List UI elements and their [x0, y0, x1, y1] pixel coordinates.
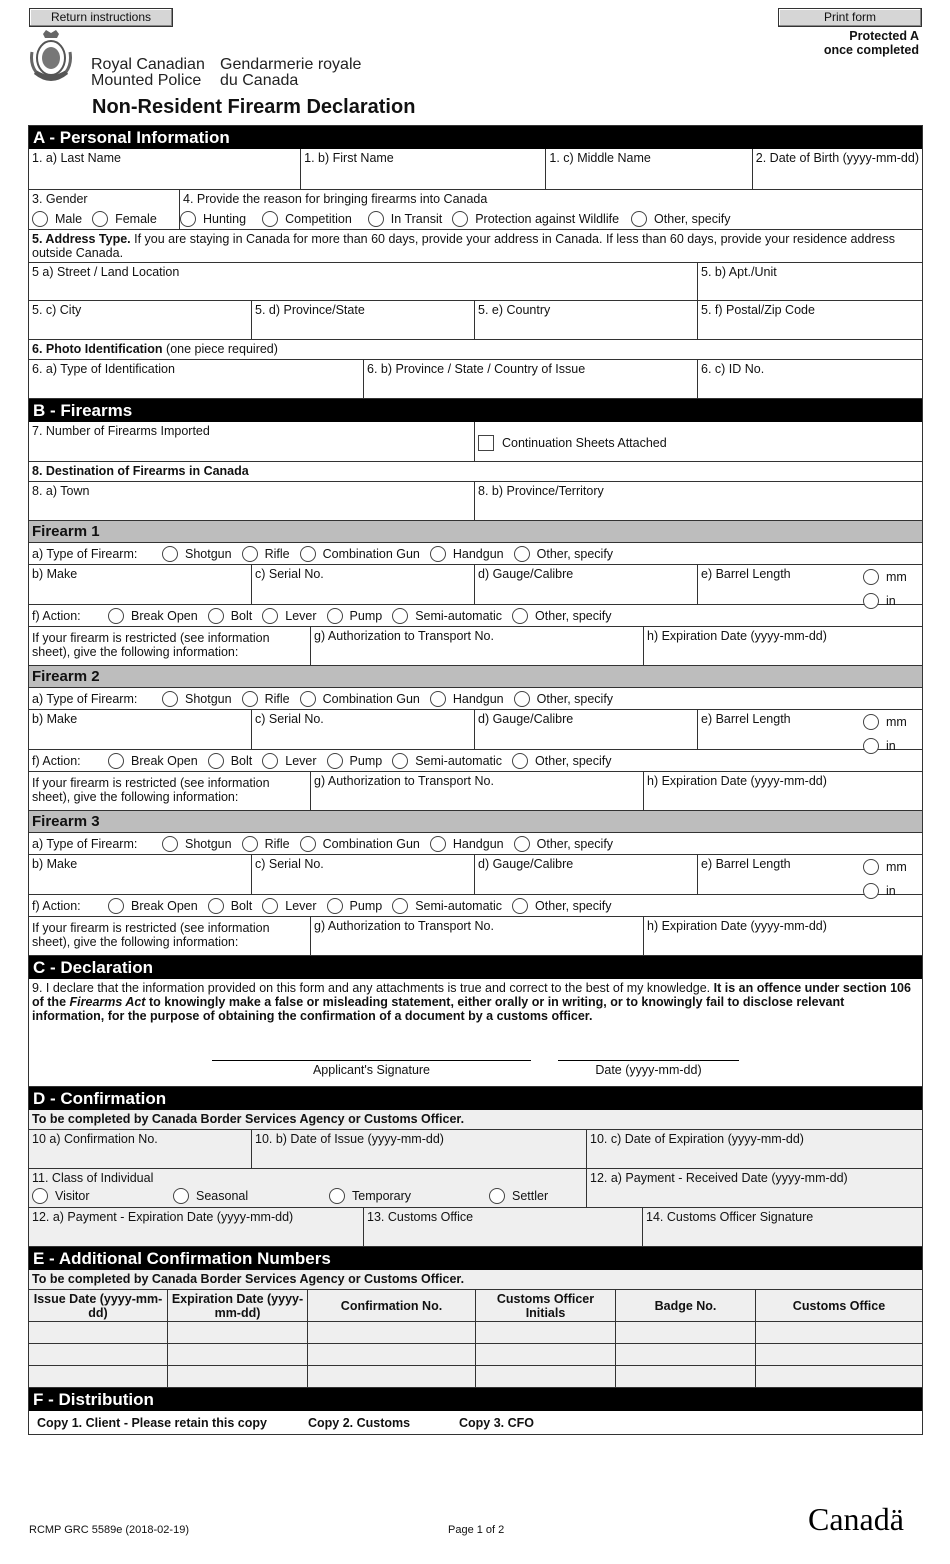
action-label: f) Action:: [32, 753, 81, 768]
table-cell[interactable]: [476, 1366, 616, 1387]
page-number: Page 1 of 2: [448, 1524, 505, 1536]
serial-field[interactable]: c) Serial No.: [252, 855, 475, 894]
gauge-field[interactable]: d) Gauge/Calibre: [475, 565, 698, 604]
table-cell[interactable]: [616, 1322, 756, 1343]
barrel-in-radio[interactable]: in: [863, 736, 896, 756]
date-of-birth-field[interactable]: 2. Date of Birth (yyyy-mm-dd): [755, 151, 919, 165]
type-shotgun-radio[interactable]: Shotgun: [162, 546, 232, 562]
type-handgun-radio[interactable]: Handgun: [430, 691, 504, 707]
class-seasonal-radio[interactable]: Seasonal: [173, 1188, 319, 1204]
authorization-field[interactable]: g) Authorization to Transport No.: [311, 627, 644, 665]
customs-officer-signature-field[interactable]: 14. Customs Officer Signature: [646, 1210, 814, 1224]
table-cell[interactable]: [308, 1322, 476, 1343]
type-combination-radio[interactable]: Combination Gun: [300, 836, 420, 852]
table-cell[interactable]: [616, 1344, 756, 1365]
reason-hunting-radio[interactable]: Hunting: [180, 211, 246, 227]
make-field[interactable]: b) Make: [29, 565, 252, 604]
apt-unit-field[interactable]: 5. b) Apt./Unit: [701, 265, 777, 279]
agency-name-fr: Gendarmerie royale du Canada: [220, 56, 362, 89]
destination-label: 8. Destination of Firearms in Canada: [29, 462, 922, 482]
street-field[interactable]: 5 a) Street / Land Location: [29, 263, 698, 300]
serial-field[interactable]: c) Serial No.: [252, 565, 475, 604]
firearm-3-header: Firearm 3: [29, 811, 922, 833]
reason-in-transit-radio[interactable]: In Transit: [368, 211, 442, 227]
action-pump-radio[interactable]: Pump: [327, 898, 383, 914]
province-state-field[interactable]: 5. d) Province/State: [252, 301, 475, 339]
class-settler-radio[interactable]: Settler: [489, 1188, 548, 1204]
table-cell[interactable]: [756, 1344, 922, 1365]
expiration-date-field[interactable]: h) Expiration Date (yyyy-mm-dd): [647, 629, 827, 643]
gender-female-radio[interactable]: Female: [92, 211, 157, 227]
section-b-header: B - Firearms: [29, 399, 922, 422]
action-lever-radio[interactable]: Lever: [262, 608, 316, 624]
gauge-field[interactable]: d) Gauge/Calibre: [475, 710, 698, 749]
restricted-note: If your firearm is restricted (see information sheet), give the following information:: [29, 772, 311, 810]
action-label: f) Action:: [32, 608, 81, 623]
make-field[interactable]: b) Make: [29, 855, 252, 894]
form-code: RCMP GRC 5589e (2018-02-19): [29, 1524, 189, 1536]
action-pump-radio[interactable]: Pump: [327, 753, 383, 769]
date-of-expiration-field[interactable]: 10. c) Date of Expiration (yyyy-mm-dd): [590, 1132, 804, 1146]
section-f-header: F - Distribution: [29, 1388, 922, 1411]
type-other-radio[interactable]: Other, specify: [514, 546, 613, 562]
barrel-length-field[interactable]: e) Barrel Length mm in: [698, 710, 922, 749]
declaration-date-line[interactable]: Date (yyyy-mm-dd): [558, 1060, 739, 1077]
action-break-open-radio[interactable]: Break Open: [108, 753, 198, 769]
section-e-header: E - Additional Confirmation Numbers: [29, 1247, 922, 1270]
middle-name-field[interactable]: 1. c) Middle Name: [546, 149, 752, 189]
table-cell[interactable]: [168, 1366, 308, 1387]
authorization-field[interactable]: g) Authorization to Transport No.: [311, 917, 644, 955]
canada-wordmark: Canadä: [808, 1501, 904, 1537]
first-name-field[interactable]: 1. b) First Name: [301, 149, 546, 189]
table-cell[interactable]: [308, 1344, 476, 1365]
barrel-length-field[interactable]: e) Barrel Length mm in: [698, 565, 922, 604]
col-customs-office: Customs Office: [792, 1298, 886, 1313]
class-of-individual-group: 11. Class of Individual Visitor Seasonal Temporary Settler: [29, 1169, 587, 1207]
return-instructions-button[interactable]: Return instructions: [29, 8, 173, 27]
firearm-2-header: Firearm 2: [29, 666, 922, 688]
table-row: [29, 1322, 922, 1344]
postal-code-field[interactable]: 5. f) Postal/Zip Code: [701, 303, 815, 317]
reason-competition-radio[interactable]: Competition: [262, 211, 352, 227]
col-issue-date: Issue Date (yyyy-mm-dd): [29, 1290, 168, 1321]
last-name-field[interactable]: 1. a) Last Name: [29, 149, 301, 189]
table-cell[interactable]: [756, 1322, 922, 1343]
num-firearms-field[interactable]: 7. Number of Firearms Imported: [29, 422, 475, 461]
town-field[interactable]: 8. a) Town: [29, 482, 475, 520]
type-handgun-radio[interactable]: Handgun: [430, 546, 504, 562]
action-other-radio[interactable]: Other, specify: [512, 608, 611, 624]
class-visitor-radio[interactable]: Visitor: [32, 1188, 163, 1204]
barrel-length-field[interactable]: e) Barrel Length mm in: [698, 855, 922, 894]
table-cell[interactable]: [476, 1322, 616, 1343]
declaration-block: 9. I declare that the information provided on this form and any attachments is true and correct to the best of my knowledge. It is an offence under section 106 of the Firearms Act to knowingly make a false or misleading statement, either orally or in writing, or to knowingly fail to disclose relevant information, for the purpose of obtaining the confirmation of a document by a customs officer. Applicant's Signature Date (yyyy-mm-dd): [29, 979, 922, 1087]
class-temporary-radio[interactable]: Temporary: [329, 1188, 479, 1204]
agency-name-en: Royal Canadian Mounted Police: [91, 56, 205, 89]
table-cell[interactable]: [168, 1344, 308, 1365]
gender-group: 3. Gender Male Female: [29, 190, 180, 229]
declaration-form: [28, 125, 923, 1435]
photo-id-note: 6. Photo Identification (one piece required): [29, 340, 922, 360]
applicant-signature-line[interactable]: Applicant's Signature: [212, 1060, 531, 1077]
table-cell[interactable]: [29, 1344, 168, 1365]
customs-office-field[interactable]: 13. Customs Office: [364, 1208, 643, 1246]
id-type-field[interactable]: 6. a) Type of Identification: [29, 360, 364, 398]
action-other-radio[interactable]: Other, specify: [512, 753, 611, 769]
col-officer-initials: Customs Officer Initials: [476, 1290, 616, 1321]
action-bolt-radio[interactable]: Bolt: [208, 753, 253, 769]
action-break-open-radio[interactable]: Break Open: [108, 898, 198, 914]
reason-wildlife-radio[interactable]: Protection against Wildlife: [452, 211, 619, 227]
col-badge-no: Badge No.: [616, 1290, 756, 1321]
protected-notice: Protected A once completed: [823, 29, 919, 57]
reason-group: 4. Provide the reason for bringing firearms into Canada Hunting Competition In Transit Protection against Wildlife Other, specify: [180, 190, 922, 229]
action-bolt-radio[interactable]: Bolt: [208, 608, 253, 624]
action-lever-radio[interactable]: Lever: [262, 753, 316, 769]
page-title: Non-Resident Firearm Declaration: [92, 96, 416, 118]
col-confirmation-no: Confirmation No.: [308, 1290, 476, 1321]
restricted-note: If your firearm is restricted (see information sheet), give the following information:: [29, 917, 311, 955]
firearm-type-label: a) Type of Firearm:: [32, 691, 138, 706]
section-c-header: C - Declaration: [29, 956, 922, 979]
section-a-header: A - Personal Information: [29, 126, 922, 149]
serial-field[interactable]: c) Serial No.: [252, 710, 475, 749]
continuation-sheets-checkbox[interactable]: Continuation Sheets Attached: [475, 422, 922, 461]
section-d-note: To be completed by Canada Border Services Agency or Customs Officer.: [29, 1110, 922, 1130]
confirmation-no-field[interactable]: 10 a) Confirmation No.: [29, 1130, 252, 1168]
section-d-header: D - Confirmation: [29, 1087, 922, 1110]
firearm-type-label: a) Type of Firearm:: [32, 546, 138, 561]
table-cell[interactable]: [29, 1366, 168, 1387]
action-semi-auto-radio[interactable]: Semi-automatic: [392, 608, 502, 624]
rcmp-crest-icon: [30, 30, 72, 88]
table-row: [29, 1366, 922, 1388]
country-field[interactable]: 5. e) Country: [475, 301, 698, 339]
table-cell[interactable]: [476, 1344, 616, 1365]
payment-expiration-field[interactable]: 12. a) Payment - Expiration Date (yyyy-mm-dd): [29, 1208, 364, 1246]
type-handgun-radio[interactable]: Handgun: [430, 836, 504, 852]
barrel-mm-radio[interactable]: mm: [863, 567, 907, 587]
gender-male-radio[interactable]: Male: [32, 211, 82, 227]
section-e-note: To be completed by Canada Border Services Agency or Customs Officer.: [29, 1270, 922, 1290]
date-of-issue-field[interactable]: 10. b) Date of Issue (yyyy-mm-dd): [252, 1130, 587, 1168]
confirmation-table-header: [29, 1290, 922, 1322]
province-territory-field[interactable]: 8. b) Province/Territory: [478, 484, 604, 498]
payment-received-field[interactable]: 12. a) Payment - Received Date (yyyy-mm-dd): [590, 1171, 848, 1185]
barrel-in-radio[interactable]: in: [863, 881, 896, 901]
table-row: [29, 1344, 922, 1366]
type-rifle-radio[interactable]: Rifle: [242, 691, 290, 707]
id-number-field[interactable]: 6. c) ID No.: [701, 362, 765, 376]
distribution-row: Copy 1. Client - Please retain this copy Copy 2. Customs Copy 3. CFO: [29, 1411, 922, 1435]
make-field[interactable]: b) Make: [29, 710, 252, 749]
table-cell[interactable]: [168, 1322, 308, 1343]
action-lever-radio[interactable]: Lever: [262, 898, 316, 914]
action-label: f) Action:: [32, 898, 81, 913]
table-cell[interactable]: [29, 1322, 168, 1343]
type-combination-radio[interactable]: Combination Gun: [300, 546, 420, 562]
action-break-open-radio[interactable]: Break Open: [108, 608, 198, 624]
authorization-field[interactable]: g) Authorization to Transport No.: [311, 772, 644, 810]
type-other-radio[interactable]: Other, specify: [514, 691, 613, 707]
reason-other-radio[interactable]: Other, specify: [631, 211, 730, 227]
type-rifle-radio[interactable]: Rifle: [242, 546, 290, 562]
print-form-button[interactable]: Print form: [778, 8, 922, 27]
city-field[interactable]: 5. c) City: [29, 301, 252, 339]
type-rifle-radio[interactable]: Rifle: [242, 836, 290, 852]
action-bolt-radio[interactable]: Bolt: [208, 898, 253, 914]
type-combination-radio[interactable]: Combination Gun: [300, 691, 420, 707]
barrel-mm-radio[interactable]: mm: [863, 712, 907, 732]
expiration-date-field[interactable]: h) Expiration Date (yyyy-mm-dd): [647, 919, 827, 933]
id-province-field[interactable]: 6. b) Province / State / Country of Issue: [364, 360, 698, 398]
address-type-note: 5. Address Type. If you are staying in Canada for more than 60 days, provide your address in Canada. If less than 60 days, provide your residence address outside Canada.: [29, 230, 922, 263]
action-semi-auto-radio[interactable]: Semi-automatic: [392, 753, 502, 769]
firearm-type-label: a) Type of Firearm:: [32, 836, 138, 851]
barrel-in-radio[interactable]: in: [863, 591, 896, 611]
type-shotgun-radio[interactable]: Shotgun: [162, 691, 232, 707]
action-other-radio[interactable]: Other, specify: [512, 898, 611, 914]
table-cell[interactable]: [308, 1366, 476, 1387]
type-other-radio[interactable]: Other, specify: [514, 836, 613, 852]
type-shotgun-radio[interactable]: Shotgun: [162, 836, 232, 852]
firearm-1-header: Firearm 1: [29, 521, 922, 543]
col-expiration-date: Expiration Date (yyyy-mm-dd): [168, 1290, 308, 1321]
expiration-date-field[interactable]: h) Expiration Date (yyyy-mm-dd): [647, 774, 827, 788]
action-pump-radio[interactable]: Pump: [327, 608, 383, 624]
restricted-note: If your firearm is restricted (see information sheet), give the following information:: [29, 627, 311, 665]
gauge-field[interactable]: d) Gauge/Calibre: [475, 855, 698, 894]
action-semi-auto-radio[interactable]: Semi-automatic: [392, 898, 502, 914]
table-cell[interactable]: [756, 1366, 922, 1387]
table-cell[interactable]: [616, 1366, 756, 1387]
barrel-mm-radio[interactable]: mm: [863, 857, 907, 877]
